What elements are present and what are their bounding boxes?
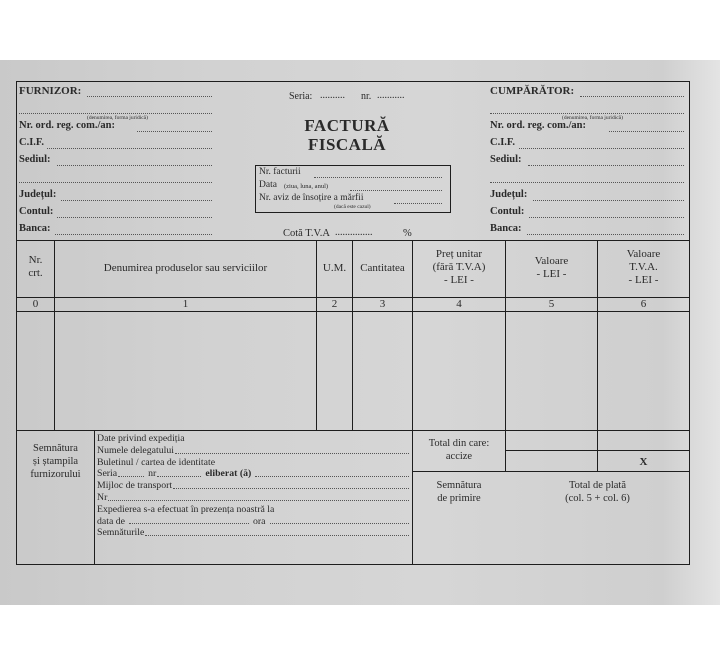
supplier-address-label: Sediul: [19, 154, 51, 165]
total-excise-label: Total din care: accize [428, 438, 490, 462]
expedition-date-field[interactable] [129, 516, 249, 525]
series-label: Seria: [289, 91, 313, 102]
supplier-bank-label: Banca: [19, 223, 51, 234]
footer-sign-divider [94, 430, 95, 565]
supplier-name-hint: (denumirea, forma juridică) [87, 115, 148, 121]
supplier-title: FURNIZOR: [19, 85, 82, 97]
supplier-reg-field[interactable] [137, 131, 212, 132]
col-index-5: 5 [548, 298, 555, 310]
supplier-account-label: Contul: [19, 206, 54, 217]
invoice-details-box [255, 165, 451, 213]
total-vat-cell[interactable] [598, 431, 689, 450]
expedition-details [97, 433, 409, 539]
col-header-value: Valoare - LEI - [534, 255, 569, 280]
total-value-cell[interactable] [506, 431, 597, 450]
buyer-name-hint: (denumirea, forma juridică) [562, 115, 623, 121]
invoice-date-hint: (ziua, luna, anul) [284, 183, 329, 190]
aviz-field[interactable] [394, 203, 442, 204]
transport-nr-row: Nr [97, 492, 409, 504]
aviz-label: Nr. aviz de însoțire a mărfii [259, 193, 364, 203]
supplier-bank-field[interactable] [55, 234, 212, 235]
supplier-county-field[interactable] [61, 200, 212, 201]
signatures-row: Semnăturile [97, 527, 409, 539]
supplier-account-field[interactable] [57, 217, 212, 218]
buyer-name-field-2[interactable] [490, 113, 684, 114]
excise-row-bottom [413, 471, 689, 472]
buyer-cif-label: C.I.F. [490, 137, 515, 148]
id-card-label: Buletinul / cartea de identitate [97, 456, 216, 468]
col-divider-3 [412, 240, 413, 565]
buyer-reg-label: Nr. ord. reg. com./an: [490, 120, 586, 131]
buyer-bank-label: Banca: [490, 223, 522, 234]
col-index-3: 3 [379, 298, 386, 310]
invoice-nr-label: Nr. facturii [259, 167, 301, 177]
buyer-county-field[interactable] [533, 200, 684, 201]
receipt-signature-label: Semnătura de primire [436, 480, 482, 504]
id-number-field[interactable] [157, 468, 201, 477]
invoice-date-field[interactable] [350, 190, 442, 191]
col-header-product-name: Denumirea produselor sau serviciilor [103, 262, 268, 274]
invoice-nr-field[interactable] [314, 177, 442, 178]
id-issued-by-field[interactable] [255, 468, 409, 477]
supplier-name-field-2[interactable] [19, 113, 212, 114]
transport-nr-field[interactable] [108, 492, 409, 501]
vat-rate-field[interactable]: ............... [335, 227, 373, 238]
col-index-4: 4 [456, 298, 462, 310]
aviz-hint: (dacă este cazul) [334, 204, 371, 210]
delegate-row: Numele delegatului [97, 445, 409, 457]
buyer-address-field[interactable] [528, 165, 684, 166]
buyer-bank-field[interactable] [527, 234, 684, 235]
presence-text: Expedierea s-a efectuat în prezența noastră la [97, 503, 275, 515]
expedition-datetime-row: data de ora [97, 516, 409, 528]
supplier-name-field[interactable] [87, 96, 212, 97]
supplier-reg-label: Nr. ord. reg. com./an: [19, 120, 115, 131]
supplier-address-field[interactable] [57, 165, 212, 166]
id-series-field[interactable] [118, 468, 144, 477]
nr-label: nr. [361, 91, 372, 102]
invoice-title [267, 116, 427, 154]
col-header-um: U.M. [322, 262, 347, 274]
transport-row: Mijloc de transport [97, 480, 409, 492]
delegate-name-field[interactable] [175, 445, 409, 454]
buyer-cif-field[interactable] [519, 148, 684, 149]
col-header-quantity: Cantitatea [360, 262, 405, 274]
invoice-date-label: Data [259, 180, 277, 190]
buyer-name-field[interactable] [580, 96, 684, 97]
excise-vat-x-mark: X [639, 456, 648, 468]
supplier-cif-label: C.I.F. [19, 137, 44, 148]
col-header-unit-price: Preț unitar (fără T.V.A) - LEI - [432, 248, 486, 286]
supplier-address-field-2[interactable] [19, 182, 212, 183]
supplier-cif-field[interactable] [47, 148, 212, 149]
buyer-account-field[interactable] [529, 217, 684, 218]
table-top-border [17, 240, 689, 241]
invoice-form [16, 81, 690, 565]
items-product-area[interactable] [55, 313, 316, 429]
expedition-title: Date privind expediția [97, 433, 185, 444]
invoice-title-line2: FISCALĂ [307, 135, 387, 154]
total-payment-label: Total de plată (col. 5 + col. 6) [565, 480, 630, 504]
col-index-2: 2 [331, 298, 338, 310]
invoice-title-line1: FACTURĂ [304, 116, 390, 135]
buyer-address-field-2[interactable] [490, 182, 684, 183]
index-row-bottom-border [17, 311, 689, 312]
buyer-account-label: Contul: [490, 206, 525, 217]
col-header-vat-value: Valoare T.V.A. - LEI - [626, 248, 661, 286]
excise-value-cell[interactable] [506, 452, 597, 471]
series-field[interactable]: .......... [320, 90, 345, 101]
col-index-0: 0 [32, 298, 39, 310]
buyer-county-label: Județul: [490, 189, 528, 200]
signatures-field[interactable] [145, 527, 409, 536]
col-index-6: 6 [640, 298, 647, 310]
id-card-row: Seria nr eliberat (ă) [97, 468, 409, 480]
buyer-title: CUMPĂRĂTOR: [490, 85, 575, 97]
col-header-nr-crt: Nr. crt. [28, 254, 43, 279]
vat-percent-sign: % [403, 228, 412, 239]
transport-field[interactable] [173, 480, 409, 489]
vat-rate-label: Cotă T.V.A [283, 228, 330, 239]
col-index-1: 1 [182, 298, 189, 310]
expedition-time-field[interactable] [270, 516, 409, 525]
buyer-address-label: Sediul: [490, 154, 522, 165]
buyer-reg-field[interactable] [609, 131, 684, 132]
supplier-signature-label: Semnătura și ștampila furnizorului [30, 443, 81, 480]
supplier-county-label: Județul: [19, 189, 57, 200]
nr-field[interactable]: ........... [377, 90, 405, 101]
